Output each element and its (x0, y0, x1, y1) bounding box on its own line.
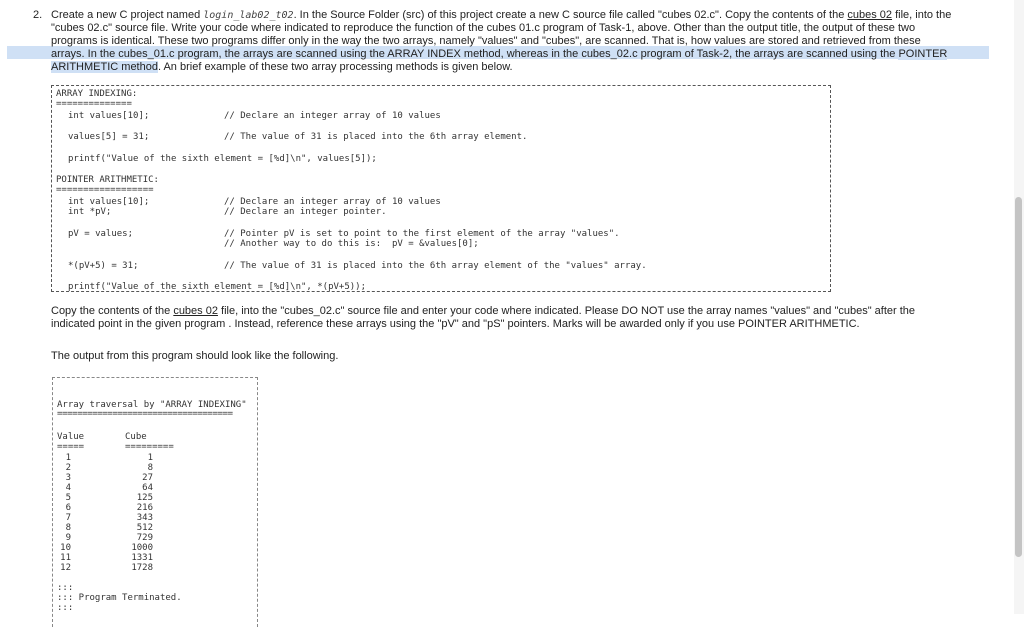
cube-cell: 512 (136, 523, 153, 533)
value-cell: 4 (65, 483, 71, 493)
paragraph-copy-instructions: Copy the contents of the cubes 02 file, into the "cubes_02.c" source file and enter your code where indicated. Please DO NOT use the array names "values" and "cubes" after the indicated point in the given program . Instead, reference these arrays using the "pV" and "pS" pointers. Marks will be awarded only if you use POINTER ARITHMETIC. (51, 305, 916, 330)
cube-cell: 1 (147, 453, 153, 463)
code-line: printf("Value of the sixth element = [%d]\n", values[5]); (68, 154, 377, 164)
program-terminated-text: ::: Program Terminated. (57, 593, 182, 603)
value-cell: 3 (65, 473, 71, 483)
output-dots: ::: (57, 583, 74, 593)
code-line: int values[10]; (68, 197, 150, 207)
code-comment: // Declare an integer pointer. (224, 207, 387, 217)
task-2-instruction (35, 9, 985, 74)
project-name: login_lab02_t02 (203, 10, 294, 21)
value-cell: 8 (65, 523, 71, 533)
output-title: Array traversal by "ARRAY INDEXING" (57, 400, 247, 410)
cube-cell: 8 (147, 463, 153, 473)
cube-cell: 1000 (131, 543, 153, 553)
value-cell: 9 (65, 533, 71, 543)
instruction-line-1: Create a new C project named login_lab02_t02. In the Source Folder (src) of this project create a new C source file called "cubes 02.c". Copy the contents of the cubes 02 file, into the (51, 9, 952, 21)
cube-cell: 27 (142, 473, 153, 483)
cube-cell: 216 (136, 503, 153, 513)
scrollbar-thumb[interactable] (1015, 197, 1022, 557)
code-line: pV = values; (68, 229, 134, 239)
array-indexing-heading: ARRAY INDEXING: (56, 89, 138, 99)
instruction-line-2: "cubes 02.c" source file. Write your code where indicated to reproduce the function of the cubes 01.c program of Task-1, above. Other than the output title, the output of these two (51, 22, 916, 34)
highlighted-text: ARITHMETIC method (51, 61, 158, 73)
output-title-rule: =================================== (57, 409, 233, 419)
value-cell: 11 (60, 553, 71, 563)
cube-cell: 343 (136, 513, 153, 523)
column-rule-cube: ========= (125, 442, 174, 452)
value-cell: 7 (65, 513, 71, 523)
code-line: values[5] = 31; (68, 132, 150, 142)
cube-cell: 125 (136, 493, 153, 503)
heading-rule: ============== (56, 99, 132, 109)
cube-cell: 1728 (131, 563, 153, 573)
program-output-box (52, 377, 258, 627)
task-content (33, 9, 985, 613)
example-code-box (51, 85, 831, 292)
instruction-line-3: programs is identical. These two programs differ only in the way the two arrays, namely "values" and "cubes", are scanned. That is, how values are stored and retrieved from these (51, 35, 921, 47)
code-comment: // Declare an integer array of 10 values (224, 111, 441, 121)
heading-rule: ================== (56, 185, 154, 195)
instruction-line-4: arrays. In the cubes_01.c program, the arrays are scanned using the ARRAY INDEX method, whereas in the cubes_02.c program of Task-2, the arrays are scanned using the POINTER (51, 48, 948, 60)
cubes-02-link[interactable]: cubes 02 (847, 9, 893, 21)
cubes-02-link[interactable]: cubes 02 (173, 305, 218, 317)
instruction-line-5: ARITHMETIC method. An brief example of these two array processing methods is given below. (51, 61, 513, 73)
cube-cell: 64 (142, 483, 153, 493)
pointer-arithmetic-heading: POINTER ARITHMETIC: (56, 175, 159, 185)
code-comment: // The value of 31 is placed into the 6th array element of the "values" array. (224, 261, 647, 271)
paragraph-output-intro: The output from this program should look like the following. (51, 350, 339, 362)
code-line: int values[10]; (68, 111, 150, 121)
value-cell: 10 (60, 543, 71, 553)
value-cell: 2 (65, 463, 71, 473)
cube-cell: 729 (136, 533, 153, 543)
item-number: 2. (33, 9, 43, 21)
value-cell: 5 (65, 493, 71, 503)
column-header-cube: Cube (125, 432, 147, 442)
page-scrollbar[interactable] (1014, 0, 1024, 614)
column-rule-value: ===== (57, 442, 85, 452)
code-line: *(pV+5) = 31; (68, 261, 139, 271)
code-line: int *pV; (68, 207, 112, 217)
code-comment: // Pointer pV is set to point to the first element of the array "values". (224, 229, 620, 239)
code-comment: // Declare an integer array of 10 values (224, 197, 441, 207)
value-cell: 12 (60, 563, 71, 573)
code-comment: // Another way to do this is: pV = &values[0]; (224, 239, 479, 249)
column-header-value: Value (57, 432, 85, 442)
output-dots: ::: (57, 603, 74, 613)
code-line: printf("Value of the sixth element = [%d]\n", *(pV+5)); (68, 282, 367, 292)
value-cell: 1 (65, 453, 71, 463)
highlighted-text: POINTER (898, 48, 948, 60)
code-comment: // The value of 31 is placed into the 6th array element. (224, 132, 528, 142)
value-cell: 6 (65, 503, 71, 513)
cube-cell: 1331 (131, 553, 153, 563)
